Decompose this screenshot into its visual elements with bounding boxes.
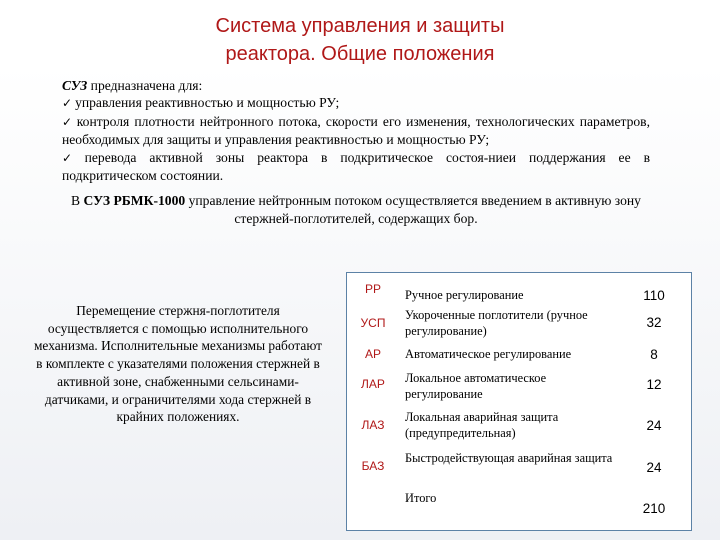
rod-code: ЛАР: [361, 377, 385, 391]
bullet-1-text: управления реактивностью и мощностью РУ;: [75, 95, 340, 111]
slide-body: [62, 77, 650, 227]
rod-code: РР: [364, 282, 381, 296]
bullet-2-text: контроля плотности нейтронного потока, скорости его изменения, технологических параметров, необходимых для защиты и управления реактивностью и мощностью РУ;: [62, 113, 651, 148]
rod-code: УСП: [360, 316, 386, 330]
checkmark-icon: ✓: [62, 150, 82, 165]
checkmark-icon: ✓: [62, 96, 73, 111]
title-line-2: реактора. Общие положения: [225, 43, 495, 65]
rod-description: Локальная аварийная защита (предупредительная): [405, 410, 559, 440]
rod-count: 12: [646, 377, 662, 392]
title-line-1: Система управления и защиты: [215, 15, 505, 37]
bullet-3-text: перевода активной зоны реактора в подкритическое состоя-ниеи поддержания ее в подкритическом состоянии.: [62, 149, 650, 184]
rbmk-rest: управление нейтронным потоком осуществляется введением в активную зону стержней-поглотителей, содержащих бор.: [185, 193, 641, 226]
slide-title: [0, 12, 720, 68]
intro-lead: [62, 77, 650, 94]
rod-description: Автоматическое регулирование: [405, 347, 572, 361]
total-label: Итого: [405, 491, 437, 505]
rod-count: 24: [646, 418, 662, 433]
rod-code: АР: [364, 347, 381, 361]
rod-description: Укороченные поглотители (ручное регулирование): [405, 308, 588, 338]
rod-count: 32: [646, 315, 662, 330]
rod-description: Быстродействующая аварийная защита: [405, 451, 613, 465]
rod-description: Локальное автоматическое регулирование: [405, 371, 547, 401]
total-count: 210: [642, 501, 666, 516]
rod-description: Ручное регулирование: [405, 288, 524, 302]
rod-code: ЛАЗ: [361, 418, 385, 432]
rod-count: 24: [646, 460, 662, 475]
rbmk-bold: СУЗ РБМК-1000: [83, 193, 186, 209]
rod-count: 8: [650, 347, 658, 362]
rod-groups-table: [346, 272, 692, 531]
rbmk-paragraph: [62, 192, 650, 227]
section-gap: [62, 184, 650, 192]
bullet-2: [62, 113, 650, 149]
rod-code: БАЗ: [361, 459, 385, 473]
checkmark-icon: ✓: [62, 114, 74, 129]
bullet-3: [62, 149, 650, 185]
rod-count: 110: [643, 288, 665, 303]
bullet-1: [62, 94, 650, 112]
intro-lead-rest: предназначена для:: [87, 78, 203, 93]
rbmk-prefix: В: [71, 193, 84, 209]
suz-abbr: СУЗ: [62, 78, 88, 93]
actuator-caption: Перемещение стержня-поглотителя осуществляется с помощью исполнительного механизма. Исполнительные механизмы работают в комплекте с указателями положения стержней в активной зоне, снабженными сельсинами-датчиками, и ограничителями хода стержней в крайних положениях.: [33, 303, 323, 425]
